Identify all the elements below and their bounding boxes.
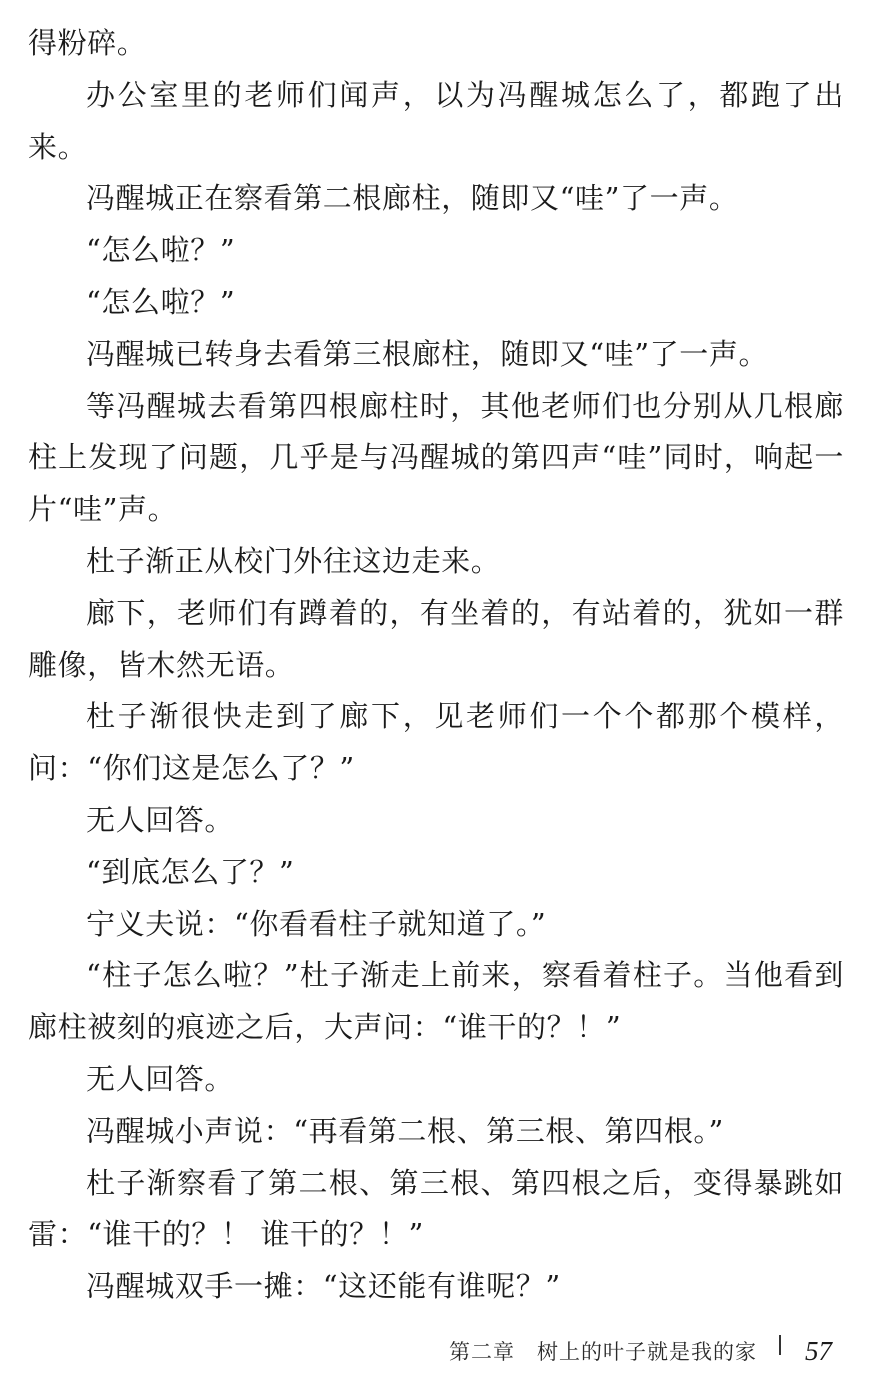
paragraph: 得粉碎。 — [28, 26, 147, 60]
paragraph: 宁义夫说：“你看看柱子就知道了。” — [86, 906, 547, 941]
paragraph: 杜子渐正从校门外往这边走来。 — [86, 543, 501, 578]
paragraph: 办公室里的老师们闻声，以为冯醒城怎么了，都跑了出来。 — [28, 77, 844, 164]
paragraph: 冯醒城小声说：“再看第二根、第三根、第四根。” — [86, 1113, 724, 1148]
running-head: 第二章 树上的叶子就是我的家 — [449, 1340, 757, 1364]
paragraph: 杜子渐察看了第二根、第三根、第四根之后，变得暴跳如雷：“谁干的？！ 谁干的？！” — [28, 1165, 844, 1252]
paragraph: 冯醒城已转身去看第三根廊柱，随即又“哇”了一声。 — [86, 336, 769, 371]
paragraph: 等冯醒城去看第四根廊柱时，其他老师们也分别从几根廊柱上发现了问题，几乎是与冯醒城的第四声“哇”同时，响起一片“哇”声。 — [28, 388, 844, 527]
body-text — [28, 18, 844, 1313]
footer-divider — [779, 1335, 781, 1355]
paragraph: 廊下，老师们有蹲着的，有坐着的，有站着的，犹如一群雕像，皆木然无语。 — [28, 595, 844, 682]
paragraph: 冯醒城正在察看第二根廊柱，随即又“哇”了一声。 — [86, 181, 739, 216]
paragraph: “到底怎么了？” — [86, 854, 295, 889]
paragraph: 冯醒城双手一摊：“这还能有谁呢？” — [86, 1269, 561, 1304]
paragraph: “怎么啦？” — [86, 284, 236, 319]
page-number: 57 — [805, 1335, 832, 1366]
paragraph: 无人回答。 — [86, 1061, 235, 1096]
paragraph: “怎么啦？” — [86, 233, 236, 268]
paragraph: 无人回答。 — [86, 802, 235, 837]
page-footer — [449, 1331, 832, 1371]
paragraph: 杜子渐很快走到了廊下，见老师们一个个都那个模样，问：“你们这是怎么了？” — [28, 699, 844, 786]
paragraph: “柱子怎么啦？”杜子渐走上前来，察看着柱子。当他看到廊柱被刻的痕迹之后，大声问：“谁干的？！” — [28, 958, 844, 1045]
